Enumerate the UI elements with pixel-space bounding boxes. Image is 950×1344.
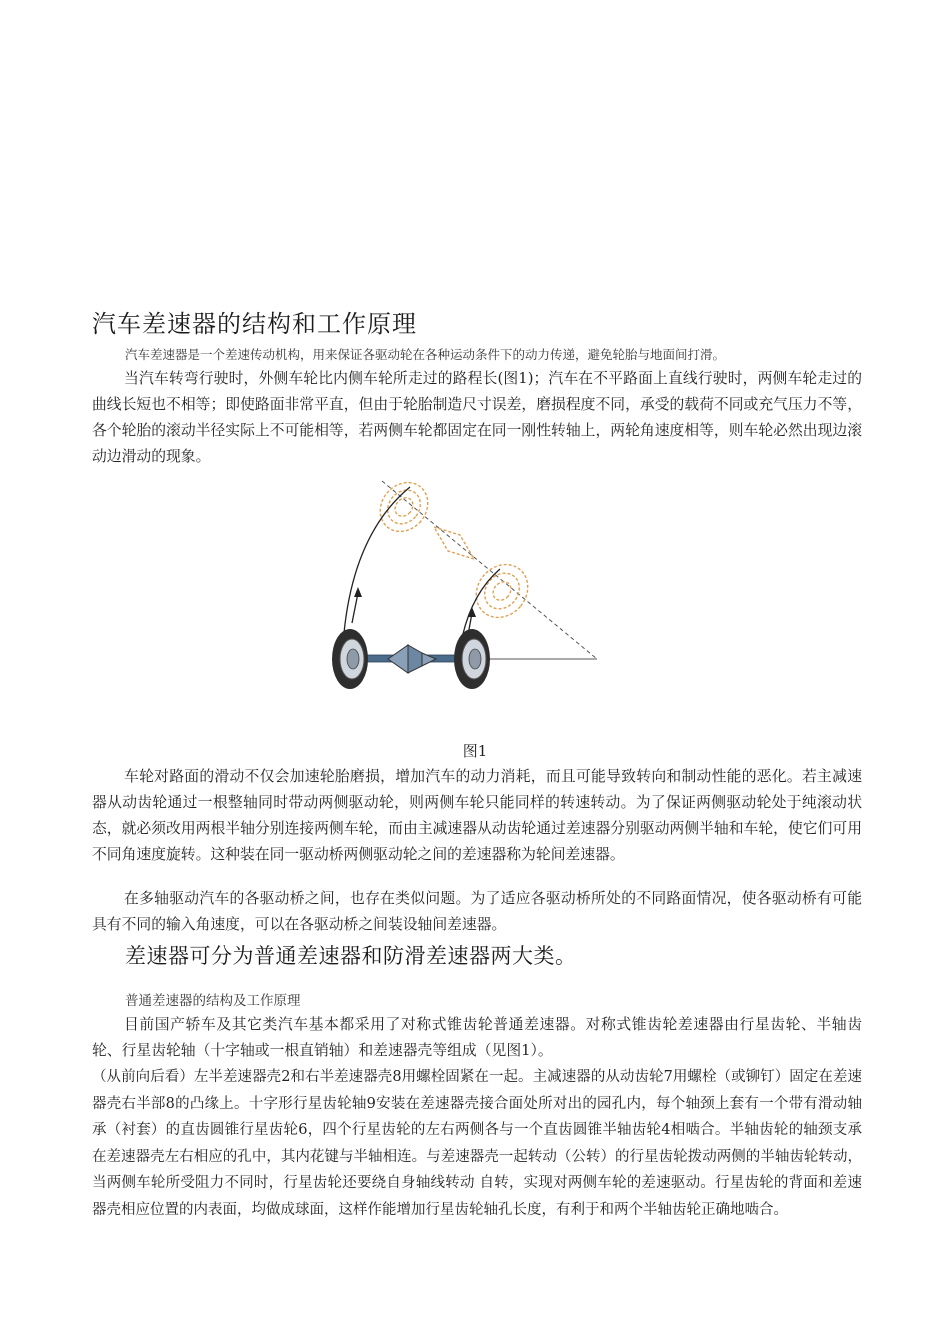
left-wheel [332, 629, 368, 689]
paragraph-turning: 当汽车转弯行驶时，外侧车轮比内侧车轮所走过的路程长(图1)；汽车在不平路面上直线行驶时，两侧车轮走过的曲线长短也不相等；即使路面非常平直，但由于轮胎制造尺寸误差，磨损程度不同，承受的载荷不同或充气压力不等，各个轮胎的滚动半径实际上不可能相等，若两侧车轮都固定在同一刚性转轴上，两轮角速度相等，则车轮必然出现边滚动边滑动的现象。 [92, 370, 862, 465]
ghost-differential [434, 527, 474, 559]
differential-housing [388, 645, 436, 673]
turn-radius-line [382, 481, 597, 659]
outer-arrow [352, 593, 358, 623]
right-wheel [454, 629, 490, 689]
section-title: 普通差速器的结构及工作原理 [125, 993, 301, 1009]
subheading: 差速器可分为普通差速器和防滑差速器两大类。 [125, 944, 577, 968]
paragraph-slip: 车轮对路面的滑动不仅会加速轮胎磨损，增加汽车的动力消耗，而且可能导致转向和制动性能的恶化。若主减速器从动齿轮通过一根整轴同时带动两侧驱动轮，则两侧车轮只能同样的转速转动。为了保证两侧驱动轮处于纯滚动状态，就必须改用两根半轴分别连接两侧车轮，而由主减速器从动齿轮通过差速器分别驱动两侧半轴和车轮，使它们可用不同角速度旋转。这种装在同一驱动桥两侧驱动轮之间的差速器称为轮间差速器。 [92, 768, 862, 863]
page-title: 汽车差速器的结构和工作原理 [92, 310, 417, 339]
ghost-outer-wheel [370, 473, 437, 541]
figure-differential-turning [322, 473, 612, 695]
paragraph-working: （从前向后看）左半差速器壳2和右半差速器壳8用螺栓固紧在一起。主减速器的从动齿轮7用螺栓（或铆钉）固定在差速器壳右半部8的凸缘上。十字形行星齿轮轴9安装在差速器壳接合面处所对出的园孔内，每个轴颈上套有一个带有滑动轴承（衬套）的直齿圆锥行星齿轮6，四个行星齿轮的左右两侧各与一个直齿圆锥半轴齿轮4相啮合。半轴齿轮的轴颈支承在差速器壳左右相应的孔中，其内花键与半轴相连。与差速器壳一起转动（公转）的行星齿轮拨动两侧的半轴齿轮转动，当两侧车轮所受阻力不同时，行星齿轮还要绕自身轴线转动 自转，实现对两侧车轮的差速驱动。行星齿轮的背面和差速器壳相应位置的内表面，均做成球面，这样作能增加行星齿轮轴孔长度，有利于和两个半轴齿轮正确地啮合。 [92, 1069, 862, 1218]
paragraph-structure: 目前国产轿车及其它类汽车基本都采用了对称式锥齿轮普通差速器。对称式锥齿轮差速器由行星齿轮、半轴齿轮、行星齿轮轴（十字轴或一根直销轴）和差速器壳等组成（见图1）。 [92, 1016, 862, 1059]
figure-caption: 图1 [462, 742, 488, 760]
ghost-inner-wheel [466, 554, 539, 628]
paragraph-multi-axle: 在多轴驱动汽车的各驱动桥之间，也存在类似问题。为了适应各驱动桥所处的不同路面情况，使各驱动桥有可能具有不同的输入角速度，可以在各驱动桥之间装设轴间差速器。 [92, 890, 862, 933]
intro-text: 汽车差速器是一个差速传动机构，用来保证各驱动轮在各种运动条件下的动力传递，避免轮胎与地面间打滑。 [125, 347, 726, 362]
